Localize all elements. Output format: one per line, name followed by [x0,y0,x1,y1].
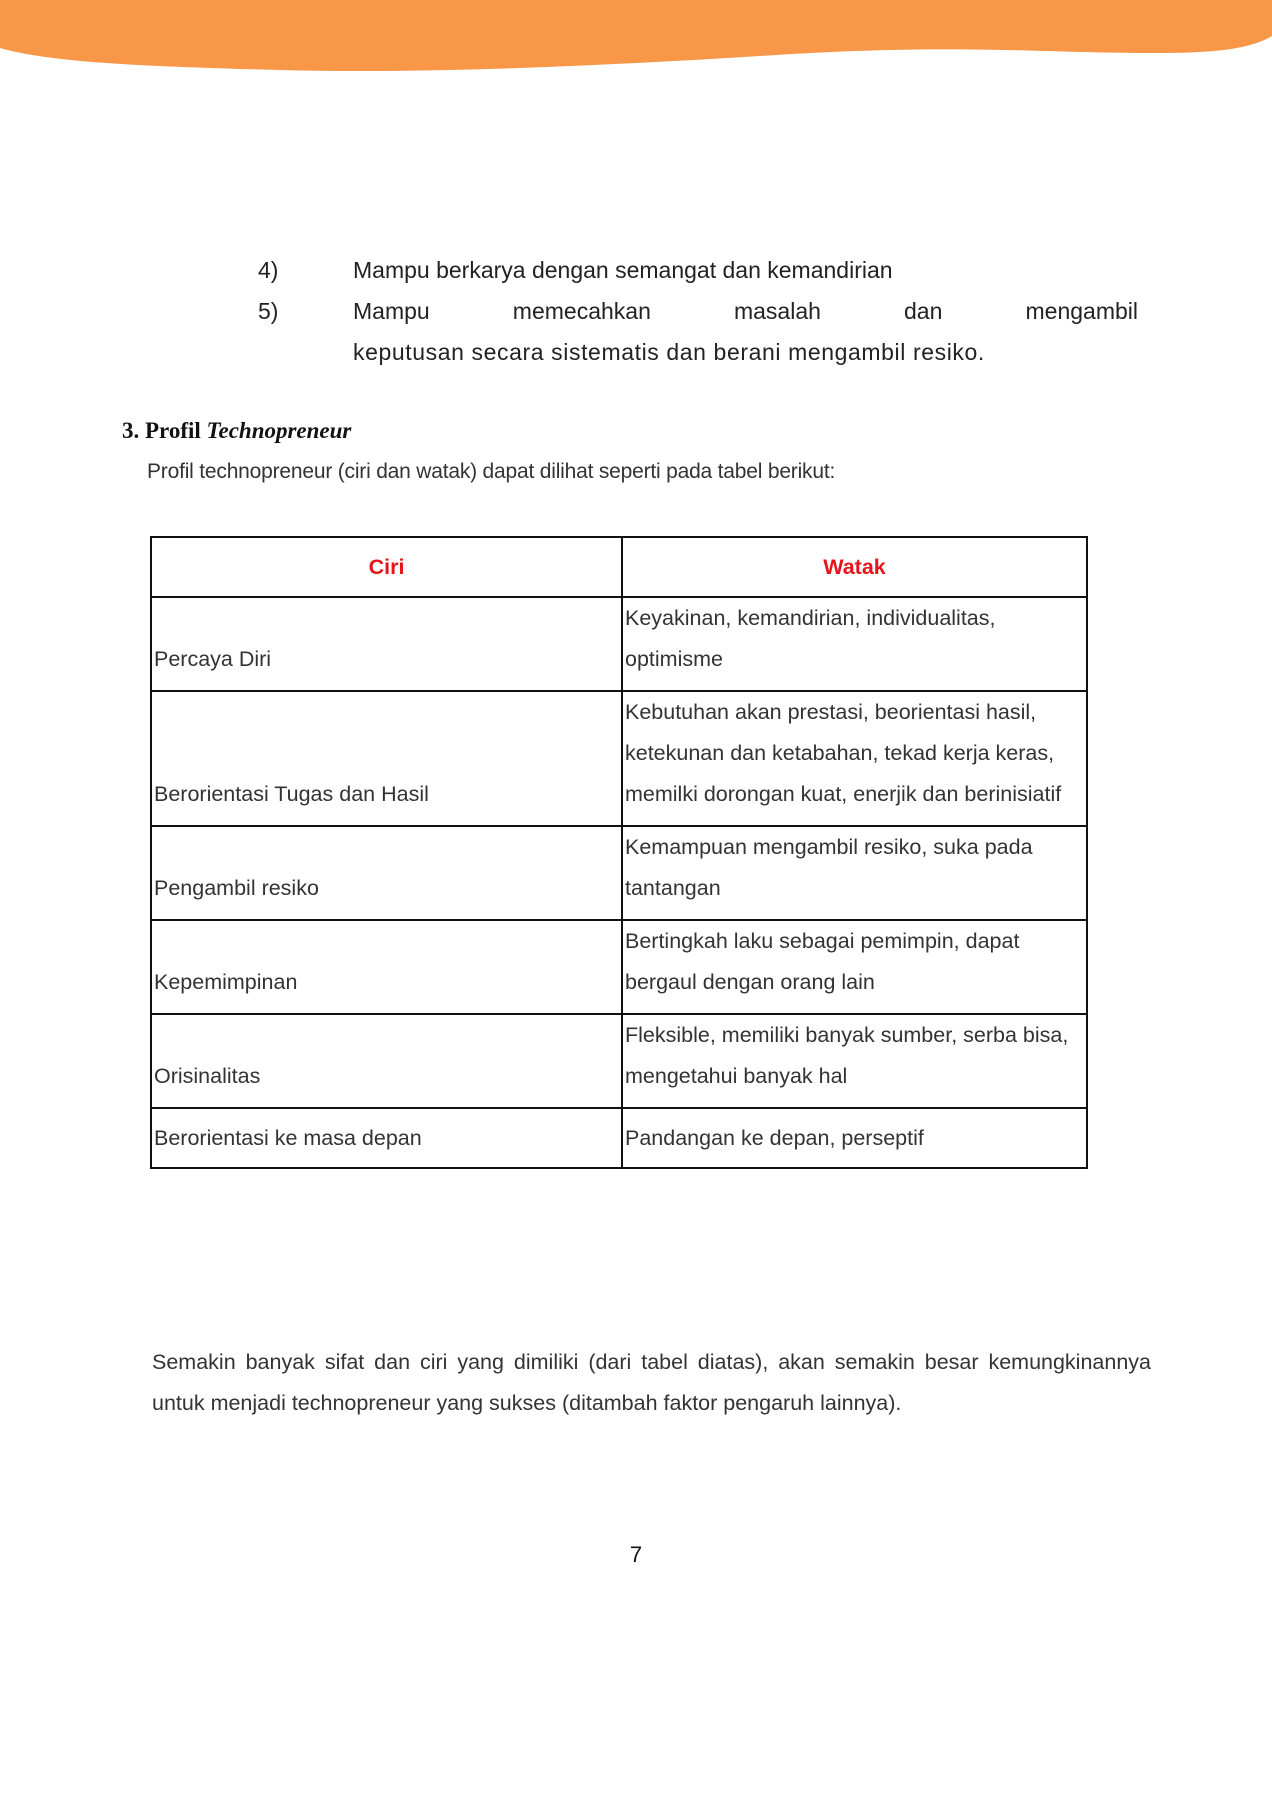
cell-ciri: Kepemimpinan [151,920,622,1014]
page-number: 7 [629,1542,643,1567]
list-text-line2: keputusan secara sistematis dan berani mengambil resiko. [353,339,985,365]
table-row [151,597,1087,691]
cell-ciri: Berorientasi Tugas dan Hasil [151,691,622,826]
column-header-ciri: Ciri [151,537,622,597]
numbered-list [258,250,1138,373]
list-item [258,291,1138,373]
profile-table [150,536,1088,1169]
cell-ciri: Orisinalitas [151,1014,622,1108]
column-header-watak: Watak [622,537,1087,597]
list-text: Mampu berkarya dengan semangat dan kemandirian [353,257,893,283]
list-text-line1: Mampu memecahkan masalah dan mengambil [353,298,1138,324]
table-row [151,691,1087,826]
section-title-plain: Profil [145,418,201,443]
cell-watak: Kebutuhan akan prestasi, beorientasi hasil, ketekunan dan ketabahan, tekad kerja keras, memilki dorongan kuat, enerjik dan berinisiatif [622,691,1087,826]
cell-watak: Pandangan ke depan, perseptif [622,1108,1087,1168]
section-intro: Profil technopreneur (ciri dan watak) dapat dilihat seperti pada tabel berikut: [147,460,836,483]
closing-paragraph: Semakin banyak sifat dan ciri yang dimiliki (dari tabel diatas), akan semakin besar kemungkinannya untuk menjadi technopreneur yang sukses (ditambah faktor pengaruh lainnya). [152,1350,1151,1415]
cell-watak: Kemampuan mengambil resiko, suka pada tantangan [622,826,1087,920]
table-row [151,920,1087,1014]
list-number: 4) [258,257,279,283]
cell-watak: Fleksible, memiliki banyak sumber, serba bisa, mengetahui banyak hal [622,1014,1087,1108]
table-header-row [151,537,1087,597]
section-title-italic: Technopreneur [206,418,352,443]
header-wave-decoration [0,0,1272,80]
list-number: 5) [258,298,279,324]
table-row [151,1014,1087,1108]
cell-ciri: Percaya Diri [151,597,622,691]
cell-ciri: Berorientasi ke masa depan [151,1108,622,1168]
cell-watak: Keyakinan, kemandirian, individualitas, optimisme [622,597,1087,691]
table-row [151,826,1087,920]
cell-watak: Bertingkah laku sebagai pemimpin, dapat bergaul dengan orang lain [622,920,1087,1014]
section-number: 3. [122,418,140,443]
cell-ciri: Pengambil resiko [151,826,622,920]
table-row [151,1108,1087,1168]
list-item [258,250,1138,291]
section-heading [122,418,351,444]
